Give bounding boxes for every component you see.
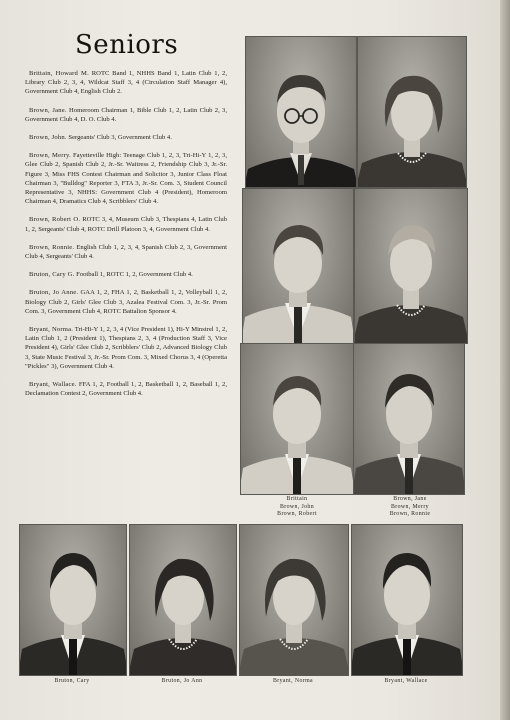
portrait-photo [243,189,353,343]
bio-entry [25,133,227,142]
bio-entry [25,69,227,97]
portrait-bruton-cary [19,524,127,676]
bio-text: Homeroom Chairman 1, Bible Club 1, 2, Latin Club 2, 3, Government Club 4, D. O. Club 4. [25,106,228,123]
page-spine-shadow [500,0,510,720]
portrait-brittain [245,36,357,188]
portrait-bryant-norma [239,524,349,676]
portrait-brown-robert [240,343,354,495]
caption-bruton-jo-ann: Bruton, Jo Ann [161,678,203,684]
bio-name: Brown, Jane. [29,106,67,114]
bio-text: Football 1, ROTC 1, 2, Government Club 4. [76,271,193,279]
portrait-brown-merry [354,188,468,344]
bio-column [25,69,227,407]
portrait-photo [20,525,126,675]
caption-name: Brittain [286,496,308,502]
bio-text: English Club 1, 2, 3, 4, Spanish Club 2, 3, Government Club 4, Sergeants' Club 4. [25,243,227,261]
bio-text: Sergeants' Club 3, Government Club 4. [68,134,172,142]
bio-name: Brown, Merry. [29,152,71,160]
bio-entry [25,215,227,233]
bio-entry [25,288,227,316]
bio-entry [25,380,227,398]
bio-name: Bruton, Jo Anne. [29,289,79,297]
portrait-photo [241,344,353,494]
bio-text: ROTC 3, 4, Museum Club 3, Thespians 4, Latin Club 1, 2, Sergeants' Club 4, ROTC Drill Platoon 3, 4, Government Club 4. [25,216,228,233]
portrait-photo [240,525,348,675]
bio-entry [25,106,227,124]
caption-name: Brown, John [279,503,315,510]
bio-entry [25,325,227,371]
page-title: Seniors [75,30,179,60]
bio-name: Brown, John. [29,134,67,142]
portrait-bruton-jo-ann [129,524,237,676]
bio-name: Brown, Ronnie. [29,243,75,251]
portrait-brown-john [242,188,354,344]
bio-entry [25,151,227,206]
bio-text: ROTC Band 1, NHHS Band 1, Latin Club 1, 2, Library Club 2, 3, 4, Wildcat Staff 3, 4 (Circulation Staff Manager 4), Government Club 4, English Club 2. [25,70,227,96]
caption-bryant-wallace: Bryant, Wallace [384,678,428,684]
bio-name: Brown, Robert O. [29,216,81,224]
bio-name: Bruton, Cary G. [29,271,75,279]
caption-name: Brown, Robert [277,511,317,518]
portrait-brown-jane [357,36,467,188]
caption-bryant-norma: Bryant, Norma [273,678,313,684]
caption-name: Brown, Merry [391,503,429,510]
caption-right-column [355,496,465,519]
portrait-photo [352,525,462,675]
bio-text: GAA 1, 2, FHA 1, 2, Basketball 1, 2, Volleyball 1, 2, Biology Club 2, Girls' Glee Club 3, Azalea Festival Com. 3, Jr.-Sr. Prom Com. 3, Government Club 4, ROTC Battalion Sponsor 4. [25,289,227,315]
bio-text: FFA 1, 2, Football 1, 2, Basketball 1, 2, Baseball 1, 2, Declamation Contest 2, Government Club 4. [25,381,227,398]
portrait-photo [130,525,236,675]
bio-entry [25,270,227,279]
portrait-photo [246,37,356,187]
bio-name: Bryant, Wallace. [29,381,77,389]
bio-name: Brittain, Howard M. [29,70,89,77]
portrait-bryant-wallace [351,524,463,676]
caption-left-column [242,496,352,519]
portrait-photo [354,344,464,494]
portrait-photo [355,189,467,343]
bio-name: Bryant, Norma. [29,326,74,334]
caption-bruton-cary: Bruton, Cary [54,678,90,684]
bio-text: Fayetteville High: Teenage Club 1, 2, 3, Tri-Hi-Y 1, 2, 3, Glee Club 2, Spanish Club 2, Jr.-Sr. Waitress 2, Friendship Club 3, Jr.-Sr. Figure 3, Miss FHS Contest Chairman and Solicitor 3, Junior Class Float Chairman 3, "Bulldog" Reporter 3, FTA 3, Jr.-Sr. Com. 3, Student Council Representative 3, NHHS: Government Club 4 (President), Homeroom Chairman 4, Dramatics Club 4, Scribblers' Club 4. [25,152,227,206]
caption-name: Brown, Jane [393,496,427,502]
bio-entry [25,243,227,261]
caption-name: Brown, Ronnie [389,511,431,518]
portrait-photo [358,37,466,187]
portrait-brown-ronnie [353,343,465,495]
bio-text: Tri-Hi-Y 1, 2, 3, 4 (Vice President 1), Hi-Y Minstrel 1, 2, Latin Club 1, 2 (President 1), Thespians 2, 3, 4 (Production Staff 3, Vice President 4), Girls' Glee Club 2, Scribblers' Club 2, Advanced Biology Club 3, State Music Festival 3, Jr.-Sr. Prom Com. 3, Mixed Chorus 3, 4 (Operetta "Pickles" 3), Government Club 4. [25,326,227,370]
